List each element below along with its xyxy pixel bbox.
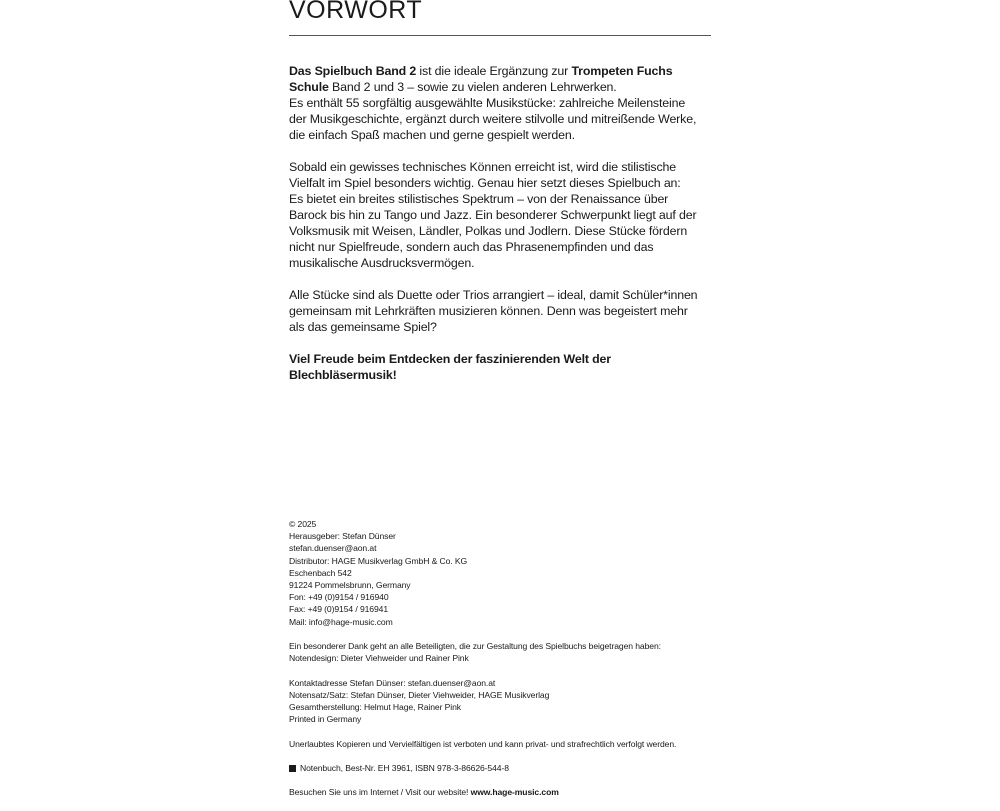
imprint-line: Mail: info@hage-music.com	[289, 616, 393, 627]
imprint-line: Eschenbach 542	[289, 567, 352, 578]
imprint-line: 91224 Pommelsbrunn, Germany	[289, 580, 411, 591]
paragraph-arrangement	[289, 287, 711, 335]
imprint-thanks	[289, 640, 729, 664]
imprint-order	[289, 762, 729, 774]
style-line: Vielfalt im Spiel besonders wichtig. Genau hier setzt dieses Spielbuch an:	[289, 176, 681, 190]
imprint-line: Notendesign: Dieter Viehweider und Rainer Pink	[289, 653, 469, 664]
imprint-line: © 2025	[289, 519, 317, 529]
imprint-credits	[289, 677, 729, 726]
style-line: Sobald ein gewisses technisches Können erreicht ist, wird die stilistische	[289, 160, 676, 174]
imprint-line: Kontaktadresse Stefan Dünser: stefan.duenser@aon.at	[289, 677, 496, 688]
intro-line-1: Das Spielbuch Band 2 ist die ideale Ergänzung zur Trompeten Fuchs	[289, 64, 673, 78]
imprint-line: Printed in Germany	[289, 714, 362, 725]
imprint	[289, 518, 729, 811]
arrangement-line: gemeinsam mit Lehrkräften musizieren können. Denn was begeistert mehr	[289, 304, 688, 318]
style-line: musikalische Ausdrucksvermögen.	[289, 256, 475, 270]
web-line: Besuchen Sie uns im Internet / Visit our website! www.hage-music.com	[289, 787, 559, 798]
imprint-line: Notensatz/Satz: Stefan Dünser, Dieter Viehweider, HAGE Musikverlag	[289, 689, 550, 700]
imprint-line: Herausgeber: Stefan Dünser	[289, 531, 396, 542]
imprint-copyright	[289, 738, 729, 750]
copyright-notice: Unerlaubtes Kopieren und Vervielfältigen ist verboten und kann privat- und strafrechtlich verfolgt werden.	[289, 738, 677, 749]
paragraph-intro	[289, 63, 711, 143]
intro-line-3: Es enthält 55 sorgfältig ausgewählte Musikstücke: zahlreiche Meilensteine	[289, 96, 686, 110]
imprint-line: Ein besonderer Dank geht an alle Beteiligten, die zur Gestaltung des Spielbuchs beigetragen haben:	[289, 641, 661, 652]
paragraph-closing	[289, 351, 711, 383]
style-line: Barock bis hin zu Tango und Jazz. Ein besonderer Schwerpunkt liegt auf der	[289, 208, 697, 222]
style-line: Volksmusik mit Weisen, Ländler, Polkas und Jodlern. Diese Stücke fördern	[289, 224, 688, 238]
imprint-publisher	[289, 518, 729, 628]
arrangement-line: Alle Stücke sind als Duette oder Trios arrangiert – ideal, damit Schüler*innen	[289, 288, 698, 302]
intro-line-2: Schule Band 2 und 3 – sowie zu vielen anderen Lehrwerken.	[289, 80, 617, 94]
intro-line-4: der Musikgeschichte, ergänzt durch weitere stilvolle und mitreißende Werke,	[289, 112, 697, 126]
closing-line: Blechbläsermusik!	[289, 368, 397, 382]
arrangement-line: als das gemeinsame Spiel?	[289, 320, 437, 334]
imprint-line: Fon: +49 (0)9154 / 916940	[289, 592, 389, 603]
closing-line: Viel Freude beim Entdecken der faszinierenden Welt der	[289, 352, 611, 366]
foreword-body	[289, 63, 711, 399]
imprint-web	[289, 786, 729, 798]
style-line: nicht nur Spielfreude, sondern auch das Phrasenempfinden und das	[289, 240, 654, 254]
imprint-line: stefan.duenser@aon.at	[289, 543, 377, 554]
order-line: Notenbuch, Best-Nr. EH 3961, ISBN 978-3-86626-544-8	[289, 762, 729, 774]
intro-line-5: die einfach Spaß machen und gerne gespielt werden.	[289, 128, 575, 142]
square-bullet-icon	[289, 765, 296, 772]
title-rule	[289, 35, 711, 36]
page-title: VORWORT	[289, 0, 423, 24]
imprint-line: Gesamtherstellung: Helmut Hage, Rainer Pink	[289, 702, 461, 713]
imprint-line: Fax: +49 (0)9154 / 916941	[289, 604, 389, 615]
imprint-line: Distributor: HAGE Musikverlag GmbH & Co. KG	[289, 555, 468, 566]
paragraph-style	[289, 159, 711, 271]
style-line: Es bietet ein breites stilistisches Spektrum – von der Renaissance über	[289, 192, 669, 206]
website-link[interactable]: www.hage-music.com	[470, 787, 559, 798]
